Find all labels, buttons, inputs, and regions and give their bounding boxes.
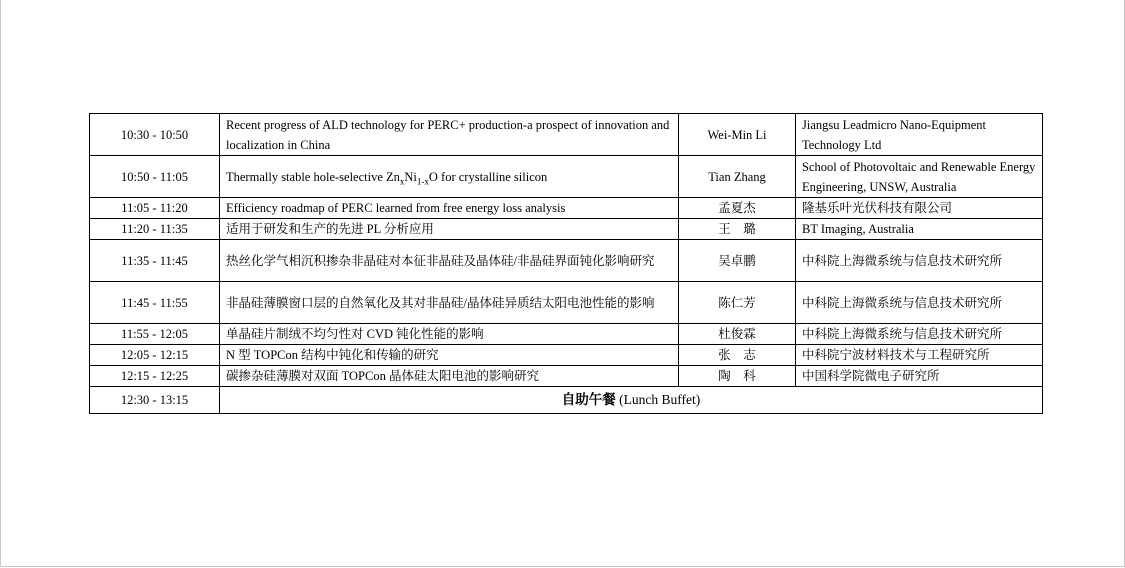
table-row — [90, 156, 1043, 198]
table-row — [90, 345, 1043, 366]
schedule-table — [89, 113, 1043, 414]
speaker-name: 张 志 — [679, 345, 796, 366]
speaker-affiliation: 中科院上海微系统与信息技术研究所 — [796, 240, 1043, 282]
speaker-name: Wei-Min Li — [679, 114, 796, 156]
subscript-x: x — [399, 176, 405, 186]
talk-title-mid: Ni — [404, 169, 417, 184]
talk-title — [220, 156, 679, 198]
speaker-affiliation: 中国科学院微电子研究所 — [796, 366, 1043, 387]
session-time: 11:35 - 11:45 — [90, 240, 220, 282]
speaker-name: 杜俊霖 — [679, 324, 796, 345]
speaker-affiliation: School of Photovoltaic and Renewable Energy Engineering, UNSW, Australia — [796, 156, 1043, 198]
speaker-affiliation: 中科院上海微系统与信息技术研究所 — [796, 324, 1043, 345]
talk-title: 碳掺杂硅薄膜对双面 TOPCon 晶体硅太阳电池的影响研究 — [220, 366, 679, 387]
speaker-affiliation: 中科院上海微系统与信息技术研究所 — [796, 282, 1043, 324]
table-row — [90, 219, 1043, 240]
lunch-label — [220, 387, 1043, 414]
session-time: 11:05 - 11:20 — [90, 198, 220, 219]
table-row — [90, 324, 1043, 345]
speaker-name: 陈仁芳 — [679, 282, 796, 324]
lunch-time: 12:30 - 13:15 — [90, 387, 220, 414]
session-time: 12:15 - 12:25 — [90, 366, 220, 387]
session-time: 11:55 - 12:05 — [90, 324, 220, 345]
speaker-name: 陶 科 — [679, 366, 796, 387]
talk-title: 适用于研发和生产的先进 PL 分析应用 — [220, 219, 679, 240]
speaker-name: Tian Zhang — [679, 156, 796, 198]
speaker-affiliation: 隆基乐叶光伏科技有限公司 — [796, 198, 1043, 219]
table-row — [90, 114, 1043, 156]
speaker-name: 孟夏杰 — [679, 198, 796, 219]
talk-title: Recent progress of ALD technology for PERC+ production-a prospect of innovation and localization in China — [220, 114, 679, 156]
session-time: 10:30 - 10:50 — [90, 114, 220, 156]
table-row — [90, 240, 1043, 282]
lunch-label-zh: 自助午餐 — [561, 392, 616, 408]
session-time: 11:45 - 11:55 — [90, 282, 220, 324]
talk-title: 非晶硅薄膜窗口层的自然氧化及其对非晶硅/晶体硅异质结太阳电池性能的影响 — [220, 282, 679, 324]
session-time: 12:05 - 12:15 — [90, 345, 220, 366]
session-time: 11:20 - 11:35 — [90, 219, 220, 240]
lunch-row — [90, 387, 1043, 414]
session-time: 10:50 - 11:05 — [90, 156, 220, 198]
speaker-affiliation: BT Imaging, Australia — [796, 219, 1043, 240]
talk-title: N 型 TOPCon 结构中钝化和传输的研究 — [220, 345, 679, 366]
table-row — [90, 282, 1043, 324]
talk-title: 单晶硅片制绒不均匀性对 CVD 钝化性能的影响 — [220, 324, 679, 345]
talk-title-suffix: O for crystalline silicon — [428, 169, 548, 184]
table-row — [90, 198, 1043, 219]
speaker-affiliation: 中科院宁波材料技术与工程研究所 — [796, 345, 1043, 366]
talk-title: 热丝化学气相沉积掺杂非晶硅对本征非晶硅及晶体硅/非晶硅界面钝化影响研究 — [220, 240, 679, 282]
speaker-affiliation: Jiangsu Leadmicro Nano-Equipment Technology Ltd — [796, 114, 1043, 156]
talk-title: Efficiency roadmap of PERC learned from free energy loss analysis — [220, 198, 679, 219]
talk-title-prefix: Thermally stable hole-selective Zn — [226, 169, 400, 184]
speaker-name: 王 璐 — [679, 219, 796, 240]
subscript-1-x: 1-x — [416, 176, 429, 186]
lunch-label-en: (Lunch Buffet) — [615, 392, 701, 407]
speaker-name: 吴卓鹏 — [679, 240, 796, 282]
table-row — [90, 366, 1043, 387]
